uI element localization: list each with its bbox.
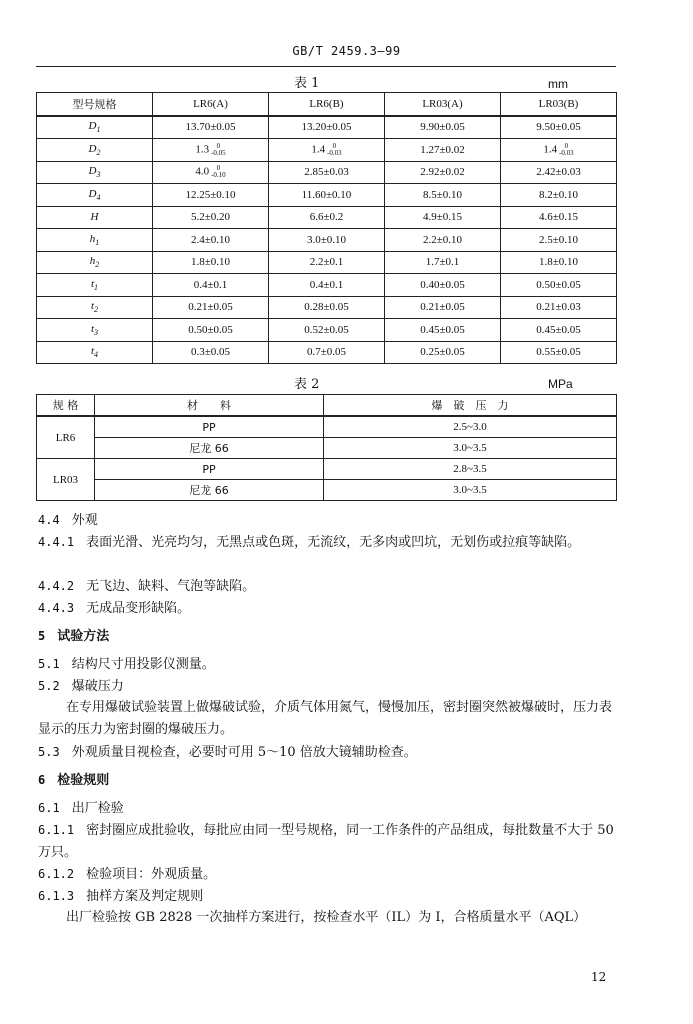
table2-row [37,416,617,438]
table2 [36,394,617,501]
page-number: 12 [591,970,607,984]
table1-row-symbol: $D_2$ [37,139,153,162]
table1-cell: 0.52±0.05 [269,319,385,342]
section-text: 结构尺寸用投影仪测量。 [71,657,215,672]
table2-header-pressure: 爆 破 压 力 [324,395,617,417]
table2-pressure: 2.5~3.0 [324,416,617,438]
section-6-1-3 [38,885,618,908]
table1-cell: 9.50±0.05 [501,116,617,139]
section-6 [38,769,618,792]
table2-row [37,480,617,501]
section-text: 检验项目：外观质量。 [86,867,217,882]
table1-row-symbol: $t_4$ [37,341,153,364]
table1-row-symbol: $t_3$ [37,319,153,342]
table1-cell: 0.50±0.05 [153,319,269,342]
table1-cell: 9.90±0.05 [385,116,501,139]
table2-spec: LR6 [37,416,95,459]
table1-cell: 3.0±0.10 [269,229,385,252]
table1-cell: 11.60±0.10 [269,184,385,207]
table1-cell: 1.7±0.1 [385,251,501,274]
table1-cell: 0.45±0.05 [501,319,617,342]
table1-cell: 1.8±0.10 [501,251,617,274]
table1-row-symbol: $D_1$ [37,116,153,139]
table1-row [37,319,617,342]
table1-cell: 2.92±0.02 [385,161,501,184]
table1-cell: 1.27±0.02 [385,139,501,162]
table1-row [37,274,617,297]
table2-pressure: 3.0~3.5 [324,480,617,501]
table1-cell: 0.7±0.05 [269,341,385,364]
section-number: 5 [38,629,46,643]
table1-header-col: LR03(B) [501,93,617,116]
table1-row-symbol: $h_2$ [37,251,153,274]
section-number: 4.4.2 [38,579,75,593]
section-6-1-1 [38,819,618,864]
section-5-2 [38,675,618,698]
table1-row [37,116,617,139]
table1-cell: 0.40±0.05 [385,274,501,297]
tolerance: 0 -0.05 [211,141,226,157]
table1-cell: 8.2±0.10 [501,184,617,207]
section-number: 5.2 [38,679,60,693]
section-text: 表面光滑、光亮均匀，无黑点或色斑，无流纹，无多肉或凹坑，无划伤或拉痕等缺陷。 [86,535,581,550]
table1-cell: 0.3±0.05 [153,341,269,364]
table1-row [37,251,617,274]
section-text: 试验方法 [57,629,110,644]
table1-row-symbol: $D_4$ [37,184,153,207]
section-number: 4.4.3 [38,601,75,615]
section-4-4-1 [38,531,618,554]
table2-material: PP [95,416,324,438]
table1 [36,92,617,364]
tolerance: 0 -0.10 [211,164,226,180]
section-number: 6 [38,773,46,787]
table1-row [37,206,617,229]
tolerance: 0 -0.03 [559,141,574,157]
paragraph [38,907,618,929]
table1-cell: 0.4±0.1 [153,274,269,297]
table1-row-symbol: $D_3$ [37,161,153,184]
section-6-1-2 [38,863,618,886]
table2-row [37,438,617,459]
table2-material: PP [95,459,324,480]
table1-row [37,161,617,184]
section-4-4 [38,509,618,532]
table1-row [37,296,617,319]
table1-header-col: LR6(B) [269,93,385,116]
table1-cell: 13.20±0.05 [269,116,385,139]
table1-cell: 2.5±0.10 [501,229,617,252]
section-number: 4.4.1 [38,535,75,549]
table1-row-symbol: $h_1$ [37,229,153,252]
section-4-4-3 [38,597,618,620]
section-4-4-2 [38,575,618,598]
table1-caption: 表 1 [294,76,320,91]
table1-row-symbol: $t_1$ [37,274,153,297]
section-number: 6.1.1 [38,823,75,837]
table2-unit: MPa [548,377,573,391]
section-5-1 [38,653,618,676]
table1-row [37,139,617,162]
table1-cell: 2.85±0.03 [269,161,385,184]
section-number: 4.4 [38,513,60,527]
section-5-3 [38,741,618,764]
table1-cell: 0.21±0.03 [501,296,617,319]
table1-unit: mm [548,77,568,91]
table1-cell: 1.4 0 -0.03 [501,139,617,162]
table2-pressure: 2.8~3.5 [324,459,617,480]
section-text: 外观 [71,513,98,528]
table2-header-spec: 规 格 [37,395,95,417]
section-number: 6.1.3 [38,889,75,903]
table2-material: 尼龙 66 [95,480,324,501]
table1-cell: 2.2±0.10 [385,229,501,252]
section-text: 出厂检验按 GB 2828 一次抽样方案进行，按检查水平（IL）为 Ⅰ，合格质量水平（AQL） [66,910,587,925]
table1-row [37,341,617,364]
table1-cell: 2.4±0.10 [153,229,269,252]
document-code: GB/T 2459.3—99 [292,44,401,58]
table1-row [37,229,617,252]
table1-cell: 1.8±0.10 [153,251,269,274]
table1-cell: 0.21±0.05 [153,296,269,319]
table1-cell: 2.2±0.1 [269,251,385,274]
table1-row-symbol: H [37,206,153,229]
table1-row [37,184,617,207]
table2-row [37,459,617,480]
table1-cell: 4.0 0 -0.10 [153,161,269,184]
table1-header-col: LR03(A) [385,93,501,116]
table1-cell: 1.4 0 -0.03 [269,139,385,162]
table1-cell: 5.2±0.20 [153,206,269,229]
table2-spec: LR03 [37,459,95,501]
section-number: 5.3 [38,745,60,759]
table2-header-material: 材 料 [95,395,324,417]
section-number: 5.1 [38,657,60,671]
table2-pressure: 3.0~3.5 [324,438,617,459]
table1-cell: 0.50±0.05 [501,274,617,297]
section-text: 无飞边、缺料、气泡等缺陷。 [86,579,256,594]
table1-cell: 4.9±0.15 [385,206,501,229]
table1-cell: 12.25±0.10 [153,184,269,207]
tolerance: 0 -0.03 [327,141,342,157]
section-5 [38,625,618,648]
table1-cell: 0.45±0.05 [385,319,501,342]
section-text: 检验规则 [57,773,110,788]
table1-cell: 0.21±0.05 [385,296,501,319]
table1-cell: 8.5±0.10 [385,184,501,207]
section-text: 出厂检验 [71,801,124,816]
table1-cell: 1.3 0 -0.05 [153,139,269,162]
table1-header-spec: 型号规格 [37,93,153,116]
section-text: 外观质量目视检查，必要时可用 5～10 倍放大镜辅助检查。 [71,745,417,760]
section-number: 6.1.2 [38,867,75,881]
table1-header-col: LR6(A) [153,93,269,116]
section-text: 无成品变形缺陷。 [86,601,191,616]
section-6-1 [38,797,618,820]
section-text: 爆破压力 [71,679,124,694]
table1-cell: 6.6±0.2 [269,206,385,229]
table2-caption: 表 2 [294,377,320,392]
table1-cell: 0.4±0.1 [269,274,385,297]
table1-cell: 0.55±0.05 [501,341,617,364]
table1-row-symbol: $t_2$ [37,296,153,319]
section-text: 抽样方案及判定规则 [86,889,204,904]
section-text: 密封圈应成批验收，每批应由同一型号规格，同一工作条件的产品组成，每批数量不大于 50 万只。 [38,823,614,860]
table1-cell: 0.28±0.05 [269,296,385,319]
table2-material: 尼龙 66 [95,438,324,459]
section-text: 在专用爆破试验装置上做爆破试验，介质气体用氮气，慢慢加压，密封圈突然被爆破时，压力表显示的压力为密封圈的爆破压力。 [38,700,613,737]
header-rule [36,66,616,67]
table1-cell: 13.70±0.05 [153,116,269,139]
paragraph [38,697,618,741]
table1-cell: 2.42±0.03 [501,161,617,184]
table1-cell: 4.6±0.15 [501,206,617,229]
section-number: 6.1 [38,801,60,815]
table1-cell: 0.25±0.05 [385,341,501,364]
